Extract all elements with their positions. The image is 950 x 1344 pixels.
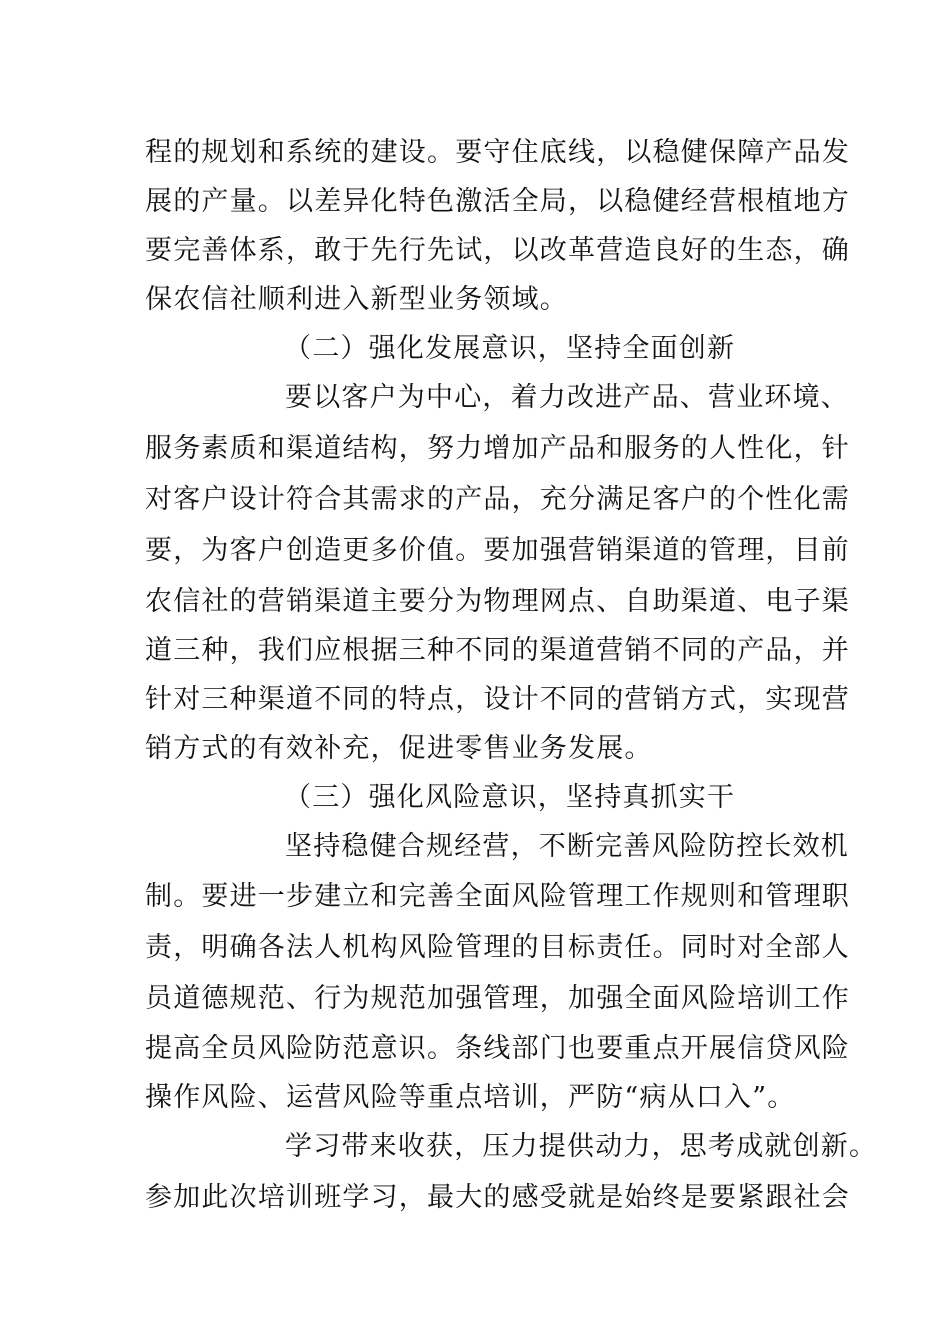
text-line: 操作风险、运营风险等重点培训，严防“病从口入”。 bbox=[145, 1082, 796, 1113]
section-heading: （二）强化发展意识，坚持全面创新 bbox=[284, 333, 736, 364]
text-line: 员道德规范、行为规范加强管理，加强全面风险培训工作 bbox=[145, 983, 850, 1014]
text-line: 参加此次培训班学习，最大的感受就是始终是要紧跟社会 bbox=[145, 1182, 850, 1213]
text-line: 提高全员风险防范意识。条线部门也要重点开展信贷风险 bbox=[145, 1033, 850, 1064]
paragraph-first-line: 要以客户为中心，着力改进产品、营业环境、 bbox=[285, 382, 849, 413]
text-line: 道三种，我们应根据三种不同的渠道营销不同的产品，并 bbox=[145, 635, 850, 666]
text-line: 服务素质和渠道结构，努力增加产品和服务的人性化，针 bbox=[145, 433, 850, 464]
paragraph-first-line: 学习带来收获，压力提供动力，思考成就创新。 bbox=[285, 1131, 878, 1162]
text-line: 保农信社顺利进入新型业务领域。 bbox=[145, 284, 568, 315]
text-line: 农信社的营销渠道主要分为物理网点、自助渠道、电子渠 bbox=[145, 586, 850, 617]
text-line: 要，为客户创造更多价值。要加强营销渠道的管理，目前 bbox=[145, 535, 850, 566]
text-line: 针对三种渠道不同的特点，设计不同的营销方式，实现营 bbox=[145, 684, 850, 715]
text-line: 责，明确各法人机构风险管理的目标责任。同时对全部人 bbox=[145, 932, 850, 963]
section-heading: （三）强化风险意识，坚持真抓实干 bbox=[284, 782, 736, 813]
text-line: 对客户设计符合其需求的产品，充分满足客户的个性化需 bbox=[145, 484, 850, 515]
text-line: 要完善体系，敢于先行先试，以改革营造良好的生态，确 bbox=[145, 235, 850, 266]
paragraph-first-line: 坚持稳健合规经营，不断完善风险防控长效机 bbox=[285, 831, 849, 862]
text-line: 销方式的有效补充，促进零售业务发展。 bbox=[145, 733, 653, 764]
text-line: 程的规划和系统的建设。要守住底线，以稳健保障产品发 bbox=[145, 137, 850, 168]
text-line: 制。要进一步建立和完善全面风险管理工作规则和管理职 bbox=[145, 881, 850, 912]
text-line: 展的产量。以差异化特色激活全局，以稳健经营根植地方 bbox=[145, 186, 850, 217]
